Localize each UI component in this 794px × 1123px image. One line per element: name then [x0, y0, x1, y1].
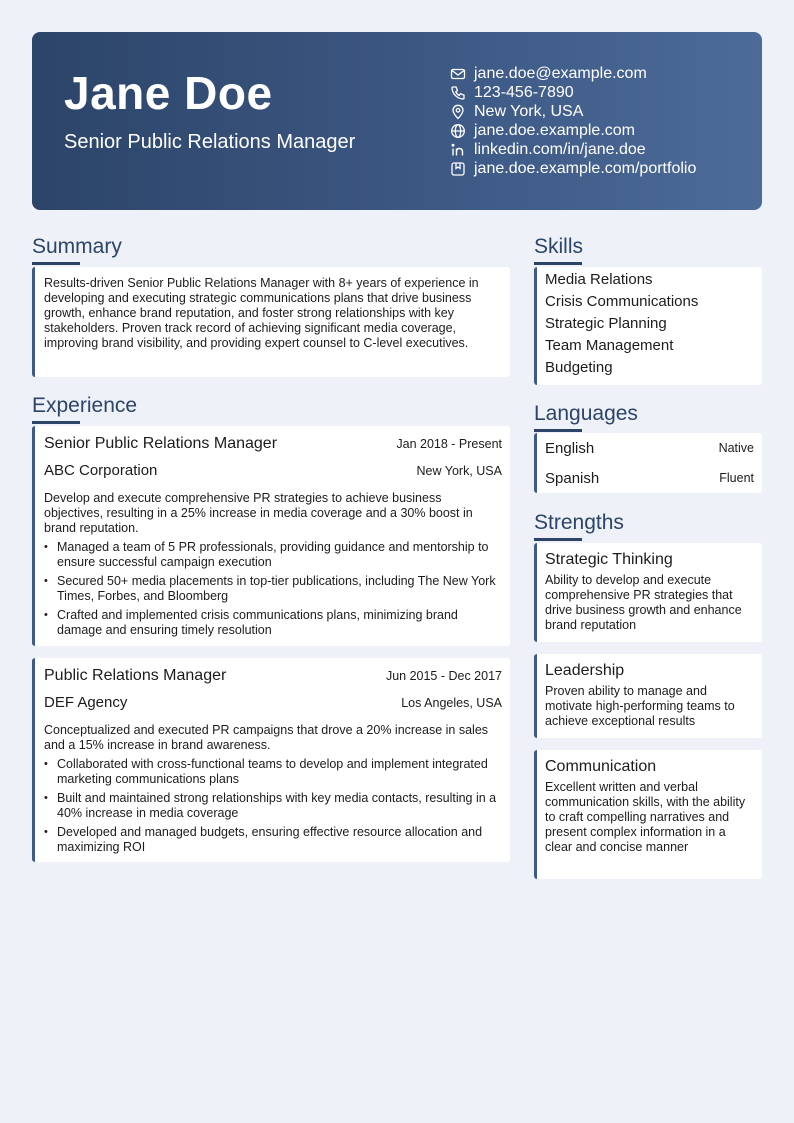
skill-item: Strategic Planning	[545, 315, 667, 332]
language-level: Native	[718, 441, 754, 455]
job-bullet: • Managed a team of 5 PR professionals, providing guidance and mentorship to ensure successful campaign execution	[44, 540, 502, 570]
contact-portfolio[interactable]	[450, 159, 696, 178]
language-row	[545, 433, 754, 463]
job-bullets	[44, 757, 502, 855]
job-company-row	[44, 462, 502, 486]
skills-heading	[534, 234, 583, 260]
job-bullet: • Built and maintained strong relationships with key media contacts, resulting in a 40% increase in media coverage	[44, 791, 502, 821]
strengths-heading	[534, 510, 624, 536]
language-name: Spanish	[545, 469, 600, 487]
job-header-row	[44, 667, 502, 691]
job-location: New York, USA	[416, 464, 502, 478]
strengths-heading-text: Strengths	[534, 511, 624, 534]
candidate-name: Jane Doe	[64, 67, 273, 119]
job-description: Develop and execute comprehensive PR strategies to achieve business objectives, resulting in a 25% increase in media coverage and a 30% boost in brand reputation.	[44, 491, 473, 535]
contact-portfolio-text: jane.doe.example.com/portfolio	[474, 159, 697, 177]
strength-card	[534, 654, 762, 738]
strength-title: Leadership	[545, 662, 625, 679]
portfolio-icon	[450, 161, 466, 177]
experience-item	[32, 426, 510, 646]
heading-underline	[32, 421, 80, 424]
job-dates: Jan 2018 - Present	[396, 437, 502, 451]
candidate-title: Senior Public Relations Manager	[64, 131, 356, 153]
skill-item: Budgeting	[545, 359, 613, 376]
globe-icon	[450, 123, 466, 139]
strength-text: Excellent written and verbal communication skills, with the ability to craft compelling narratives and present complex information in a clear and concise manner	[545, 780, 746, 854]
skill-item: Media Relations	[545, 271, 653, 288]
heading-underline	[534, 262, 582, 265]
language-row	[545, 463, 754, 493]
languages-card	[534, 433, 762, 493]
experience-item	[32, 658, 510, 862]
job-company: DEF Agency	[44, 694, 128, 711]
strength-text: Proven ability to manage and motivate high-performing teams to achieve exceptional results	[545, 684, 735, 728]
heading-underline	[32, 262, 80, 265]
skill-item: Crisis Communications	[545, 293, 699, 310]
job-location: Los Angeles, USA	[401, 696, 502, 710]
summary-heading	[32, 234, 122, 260]
languages-heading-text: Languages	[534, 402, 638, 425]
strength-title: Communication	[545, 758, 657, 775]
strength-card	[534, 543, 762, 642]
linkedin-icon	[450, 142, 466, 158]
email-icon	[450, 66, 466, 82]
experience-heading	[32, 393, 137, 419]
contact-website-text: jane.doe.example.com	[474, 121, 635, 139]
job-title: Public Relations Manager	[44, 667, 227, 684]
job-description: Conceptualized and executed PR campaigns that drove a 20% increase in sales and a 15% increase in brand awareness.	[44, 723, 489, 752]
contact-email-text: jane.doe@example.com	[474, 64, 647, 82]
job-bullet: • Crafted and implemented crisis communications plans, minimizing brand damage and ensuring timely resolution	[44, 608, 502, 638]
language-name: English	[545, 439, 595, 457]
experience-heading-text: Experience	[32, 394, 138, 417]
contact-phone-text: 123-456-7890	[474, 83, 574, 101]
job-company-row	[44, 694, 502, 718]
job-bullet: • Collaborated with cross-functional teams to develop and implement integrated marketing communications plans	[44, 757, 502, 787]
skill-item: Team Management	[545, 337, 674, 354]
job-company: ABC Corporation	[44, 462, 158, 479]
strength-text: Ability to develop and execute comprehensive PR strategies that drive business growth and enhance brand reputation	[545, 573, 742, 632]
contact-list	[450, 64, 696, 178]
summary-card	[32, 267, 510, 377]
language-level: Fluent	[719, 471, 754, 485]
skills-heading-text: Skills	[534, 235, 584, 258]
job-header-row	[44, 435, 502, 459]
strength-card	[534, 750, 762, 879]
summary-text: Results-driven Senior Public Relations Manager with 8+ years of experience in developing and executing strategic communications plans that drive business growth, enhance brand reputation, and foster strong relationships with key stakeholders. Proven track record of achieving significant media coverage, improving brand visibility, and providing expert counsel to C-level executives.	[44, 276, 479, 350]
languages-heading	[534, 401, 638, 427]
job-title: Senior Public Relations Manager	[44, 435, 278, 452]
contact-phone[interactable]	[450, 83, 696, 102]
heading-underline	[534, 538, 582, 541]
heading-underline	[534, 429, 582, 432]
job-bullets	[44, 540, 502, 638]
job-bullet: • Developed and managed budgets, ensuring effective resource allocation and maximizing ROI	[44, 825, 502, 855]
contact-location-text: New York, USA	[474, 102, 584, 120]
contact-website[interactable]	[450, 121, 696, 140]
phone-icon	[450, 85, 466, 101]
location-icon	[450, 104, 466, 120]
job-dates: Jun 2015 - Dec 2017	[385, 669, 502, 683]
summary-heading-text: Summary	[32, 235, 122, 258]
contact-email[interactable]	[450, 64, 696, 83]
strength-title: Strategic Thinking	[545, 551, 673, 568]
job-bullet: • Secured 50+ media placements in top-tier publications, including The New York Times, Forbes, and Bloomberg	[44, 574, 502, 604]
contact-location	[450, 102, 696, 121]
contact-linkedin[interactable]	[450, 140, 696, 159]
contact-linkedin-text: linkedin.com/in/jane.doe	[474, 140, 646, 158]
skills-card	[534, 267, 762, 385]
resume-header	[32, 32, 762, 210]
